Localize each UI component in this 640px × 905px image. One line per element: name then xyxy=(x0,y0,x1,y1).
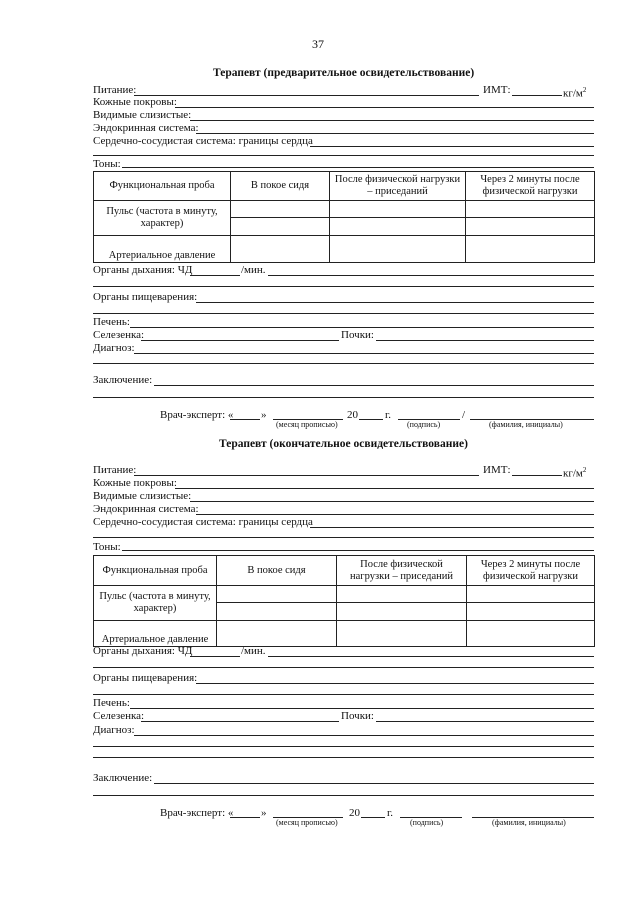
table-cell[interactable] xyxy=(466,201,595,236)
nutrition-label: Питание: xyxy=(93,84,137,96)
nutrition-field[interactable] xyxy=(134,475,479,476)
table-row-label: Пульс (частота в минуту, характер) xyxy=(94,201,231,236)
table-header: После физической нагрузки – приседаний xyxy=(337,556,467,586)
table-header: После физической нагрузки – приседаний xyxy=(330,172,466,201)
nutrition-field[interactable] xyxy=(134,95,479,96)
table-header: В покое сидя xyxy=(231,172,330,201)
table-cell[interactable] xyxy=(337,621,467,647)
respiratory-field-line2[interactable] xyxy=(93,286,594,287)
table-cell[interactable] xyxy=(337,586,467,621)
functional-test-table-preliminary xyxy=(93,171,595,263)
year-field[interactable] xyxy=(359,419,383,420)
year-field[interactable] xyxy=(361,817,385,818)
tones-field[interactable] xyxy=(122,550,594,551)
section-title-final: Терапевт (окончательное освидетельствование) xyxy=(219,438,468,450)
table-cell[interactable] xyxy=(467,621,595,647)
cardio-field[interactable] xyxy=(310,146,594,147)
table-cell[interactable] xyxy=(330,236,466,263)
endocrine-field[interactable] xyxy=(196,514,594,515)
diagnosis-field-line2[interactable] xyxy=(93,746,594,747)
diagnosis-field-line2[interactable] xyxy=(93,363,594,364)
respiratory-field[interactable] xyxy=(268,656,594,657)
caption-month: (месяц прописью) xyxy=(276,420,338,429)
digestive-field[interactable] xyxy=(196,302,594,303)
table-cell[interactable] xyxy=(217,586,337,621)
year-suffix: г. xyxy=(385,409,392,421)
tones-label: Тоны: xyxy=(93,541,121,553)
digestive-label: Органы пищеварения: xyxy=(93,291,198,303)
table-header: Через 2 минуты после физической нагрузки xyxy=(467,556,595,586)
digestive-field-line2[interactable] xyxy=(93,313,594,314)
close-quote: » xyxy=(261,807,267,819)
conclusion-field[interactable] xyxy=(154,783,594,784)
digestive-field[interactable] xyxy=(196,683,594,684)
bmi-label: ИМТ: xyxy=(483,84,511,96)
per-min-label: /мин. xyxy=(241,264,266,276)
bmi-label: ИМТ: xyxy=(483,464,511,476)
skin-field[interactable] xyxy=(175,107,594,108)
table-row-label: Пульс (частота в минуту, характер) xyxy=(94,586,217,621)
respiratory-field[interactable] xyxy=(268,275,594,276)
year-suffix: г. xyxy=(387,807,394,819)
table-cell[interactable] xyxy=(231,201,330,236)
cardio-label: Сердечно-сосудистая система: границы сердца xyxy=(93,135,313,147)
tones-field[interactable] xyxy=(122,167,594,168)
bmi-field[interactable] xyxy=(512,95,562,96)
liver-field[interactable] xyxy=(130,708,594,709)
table-row-label: Артериальное давление xyxy=(94,236,231,263)
liver-label: Печень: xyxy=(93,316,130,328)
table-cell[interactable] xyxy=(466,236,595,263)
conclusion-field[interactable] xyxy=(154,385,594,386)
table-header: Через 2 минуты после физической нагрузки xyxy=(466,172,595,201)
diagnosis-field-line3[interactable] xyxy=(93,757,594,758)
bmi-field[interactable] xyxy=(512,475,562,476)
cardio-field[interactable] xyxy=(310,527,594,528)
nutrition-label: Питание: xyxy=(93,464,137,476)
cardio-label: Сердечно-сосудистая система: границы сердца xyxy=(93,516,313,528)
spleen-label: Селезенка: xyxy=(93,329,145,341)
functional-test-table-final xyxy=(93,555,595,647)
endocrine-label: Эндокринная система: xyxy=(93,503,199,515)
table-cell[interactable] xyxy=(217,621,337,647)
slash: / xyxy=(462,409,466,421)
skin-label: Кожные покровы: xyxy=(93,96,177,108)
diagnosis-label: Диагноз: xyxy=(93,342,135,354)
close-quote: » xyxy=(261,409,267,421)
conclusion-label: Заключение: xyxy=(93,772,153,784)
mucosa-label: Видимые слизистые: xyxy=(93,490,192,502)
cardio-field-line2[interactable] xyxy=(93,155,594,156)
respiratory-rate-field[interactable] xyxy=(190,656,240,657)
diagnosis-field[interactable] xyxy=(134,735,594,736)
digestive-label: Органы пищеварения: xyxy=(93,672,198,684)
table-header: Функциональная проба xyxy=(94,556,217,586)
page-number: 37 xyxy=(312,37,324,51)
section-title-preliminary: Терапевт (предварительное освидетельствование) xyxy=(213,67,475,79)
diagnosis-label: Диагноз: xyxy=(93,724,135,736)
doctor-expert-label: Врач-эксперт: « xyxy=(160,409,234,421)
bmi-unit: $кг/м^2$ xyxy=(563,86,587,100)
caption-month: (месяц прописью) xyxy=(276,818,338,827)
conclusion-label: Заключение: xyxy=(93,374,153,386)
kidneys-label: Почки: xyxy=(341,710,374,722)
doctor-expert-label: Врач-эксперт: « xyxy=(160,807,234,819)
table-cell[interactable] xyxy=(231,236,330,263)
year-prefix: 20 xyxy=(347,409,358,421)
skin-field[interactable] xyxy=(175,488,594,489)
endocrine-field[interactable] xyxy=(196,133,594,134)
tones-label: Тоны: xyxy=(93,158,121,170)
respiratory-field-line2[interactable] xyxy=(93,667,594,668)
respiratory-rate-field[interactable] xyxy=(190,275,240,276)
respiratory-label: Органы дыхания: ЧД xyxy=(93,264,193,276)
respiratory-label: Органы дыхания: ЧД xyxy=(93,645,193,657)
cardio-field-line2[interactable] xyxy=(93,537,594,538)
kidneys-field[interactable] xyxy=(376,721,594,722)
mucosa-label: Видимые слизистые: xyxy=(93,109,192,121)
liver-label: Печень: xyxy=(93,697,130,709)
table-row-label: Артериальное давление xyxy=(94,621,217,647)
kidneys-label: Почки: xyxy=(341,329,374,341)
mucosa-field[interactable] xyxy=(190,501,594,502)
table-cell[interactable] xyxy=(330,201,466,236)
day-field[interactable] xyxy=(230,817,260,818)
table-header: В покое сидя xyxy=(217,556,337,586)
table-header: Функциональная проба xyxy=(94,172,231,201)
conclusion-field-line2[interactable] xyxy=(93,397,594,398)
liver-field[interactable] xyxy=(130,327,594,328)
caption-signature: (подпись) xyxy=(410,818,444,827)
per-min-label: /мин. xyxy=(241,645,266,657)
year-prefix: 20 xyxy=(349,807,360,819)
day-field[interactable] xyxy=(230,419,260,420)
spleen-label: Селезенка: xyxy=(93,710,145,722)
conclusion-field-line2[interactable] xyxy=(93,795,594,796)
kidneys-field[interactable] xyxy=(376,340,594,341)
diagnosis-field[interactable] xyxy=(134,353,594,354)
caption-name: (фамилия, инициалы) xyxy=(489,420,563,429)
digestive-field-line2[interactable] xyxy=(93,694,594,695)
table-cell[interactable] xyxy=(467,586,595,621)
spleen-field[interactable] xyxy=(141,340,339,341)
caption-signature: (подпись) xyxy=(407,420,441,429)
skin-label: Кожные покровы: xyxy=(93,477,177,489)
spleen-field[interactable] xyxy=(141,721,339,722)
caption-name: (фамилия, инициалы) xyxy=(492,818,566,827)
bmi-unit: $кг/м^2$ xyxy=(563,466,587,480)
endocrine-label: Эндокринная система: xyxy=(93,122,199,134)
mucosa-field[interactable] xyxy=(190,120,594,121)
